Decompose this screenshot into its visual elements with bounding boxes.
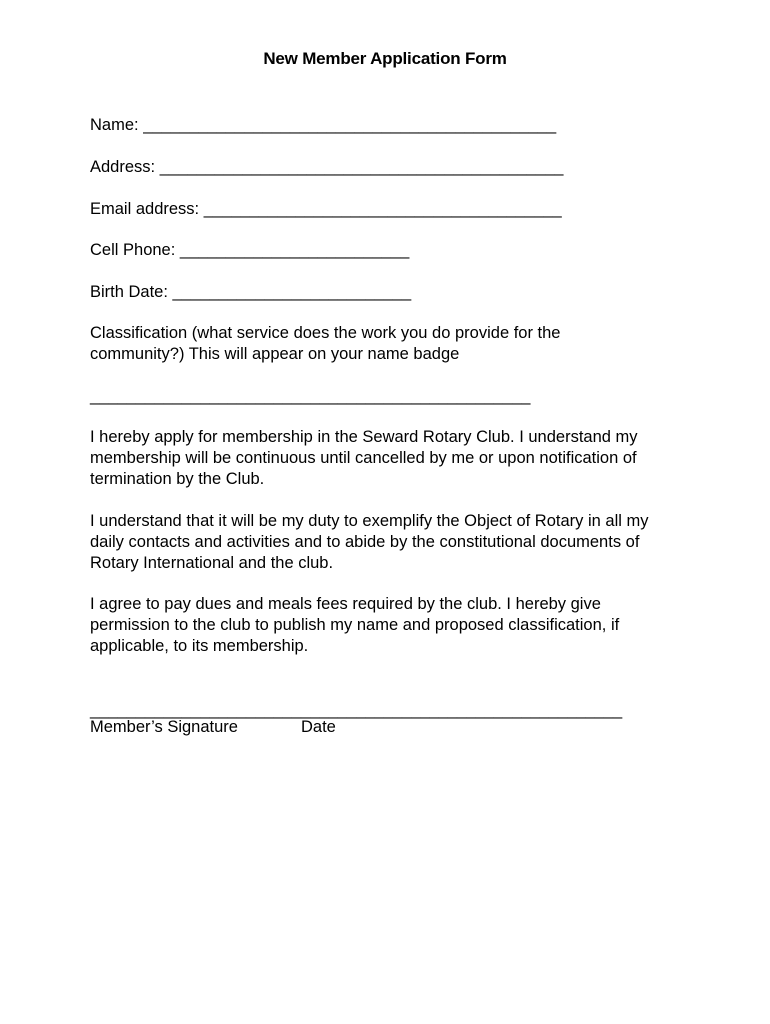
member-signature-label: Member’s Signature <box>90 718 238 736</box>
membership-paragraph: I hereby apply for membership in the Seward Rotary Club. I understand my membership will be continuous until cancelled by me or upon notification of termination by the Club. <box>90 428 638 488</box>
date-label: Date <box>301 718 336 736</box>
email-label: Email address: <box>90 200 200 218</box>
birth-date-field <box>90 282 411 303</box>
email-blank: _______________________________________ <box>203 200 562 218</box>
address-blank: ____________________________________________ <box>159 158 564 176</box>
address-field <box>90 157 564 178</box>
email-field <box>90 199 562 220</box>
birth-date-blank: __________________________ <box>172 283 412 301</box>
cell-phone-field <box>90 240 409 261</box>
name-label: Name: <box>90 116 139 134</box>
birth-date-label: Birth Date: <box>90 283 168 301</box>
signature-line: __________________________________________________________ <box>90 701 623 719</box>
name-blank: _____________________________________________ <box>143 116 557 134</box>
name-field <box>90 115 556 136</box>
form-title: New Member Application Form <box>263 49 507 68</box>
duty-paragraph: I understand that it will be my duty to exemplify the Object of Rotary in all my daily contacts and activities and to abide by the constitutional documents of Rotary International and the club. <box>90 512 649 572</box>
address-label: Address: <box>90 158 156 176</box>
cell-phone-label: Cell Phone: <box>90 241 176 259</box>
classification-blank: ________________________________________________ <box>90 387 531 405</box>
dues-paragraph: I agree to pay dues and meals fees required by the club. I hereby give permission to the club to publish my name and proposed classification, if applicable, to its membership. <box>90 595 620 655</box>
cell-phone-blank: _________________________ <box>179 241 410 259</box>
classification-prompt: Classification (what service does the work you do provide for the community?) This will appear on your name badge <box>90 324 561 363</box>
